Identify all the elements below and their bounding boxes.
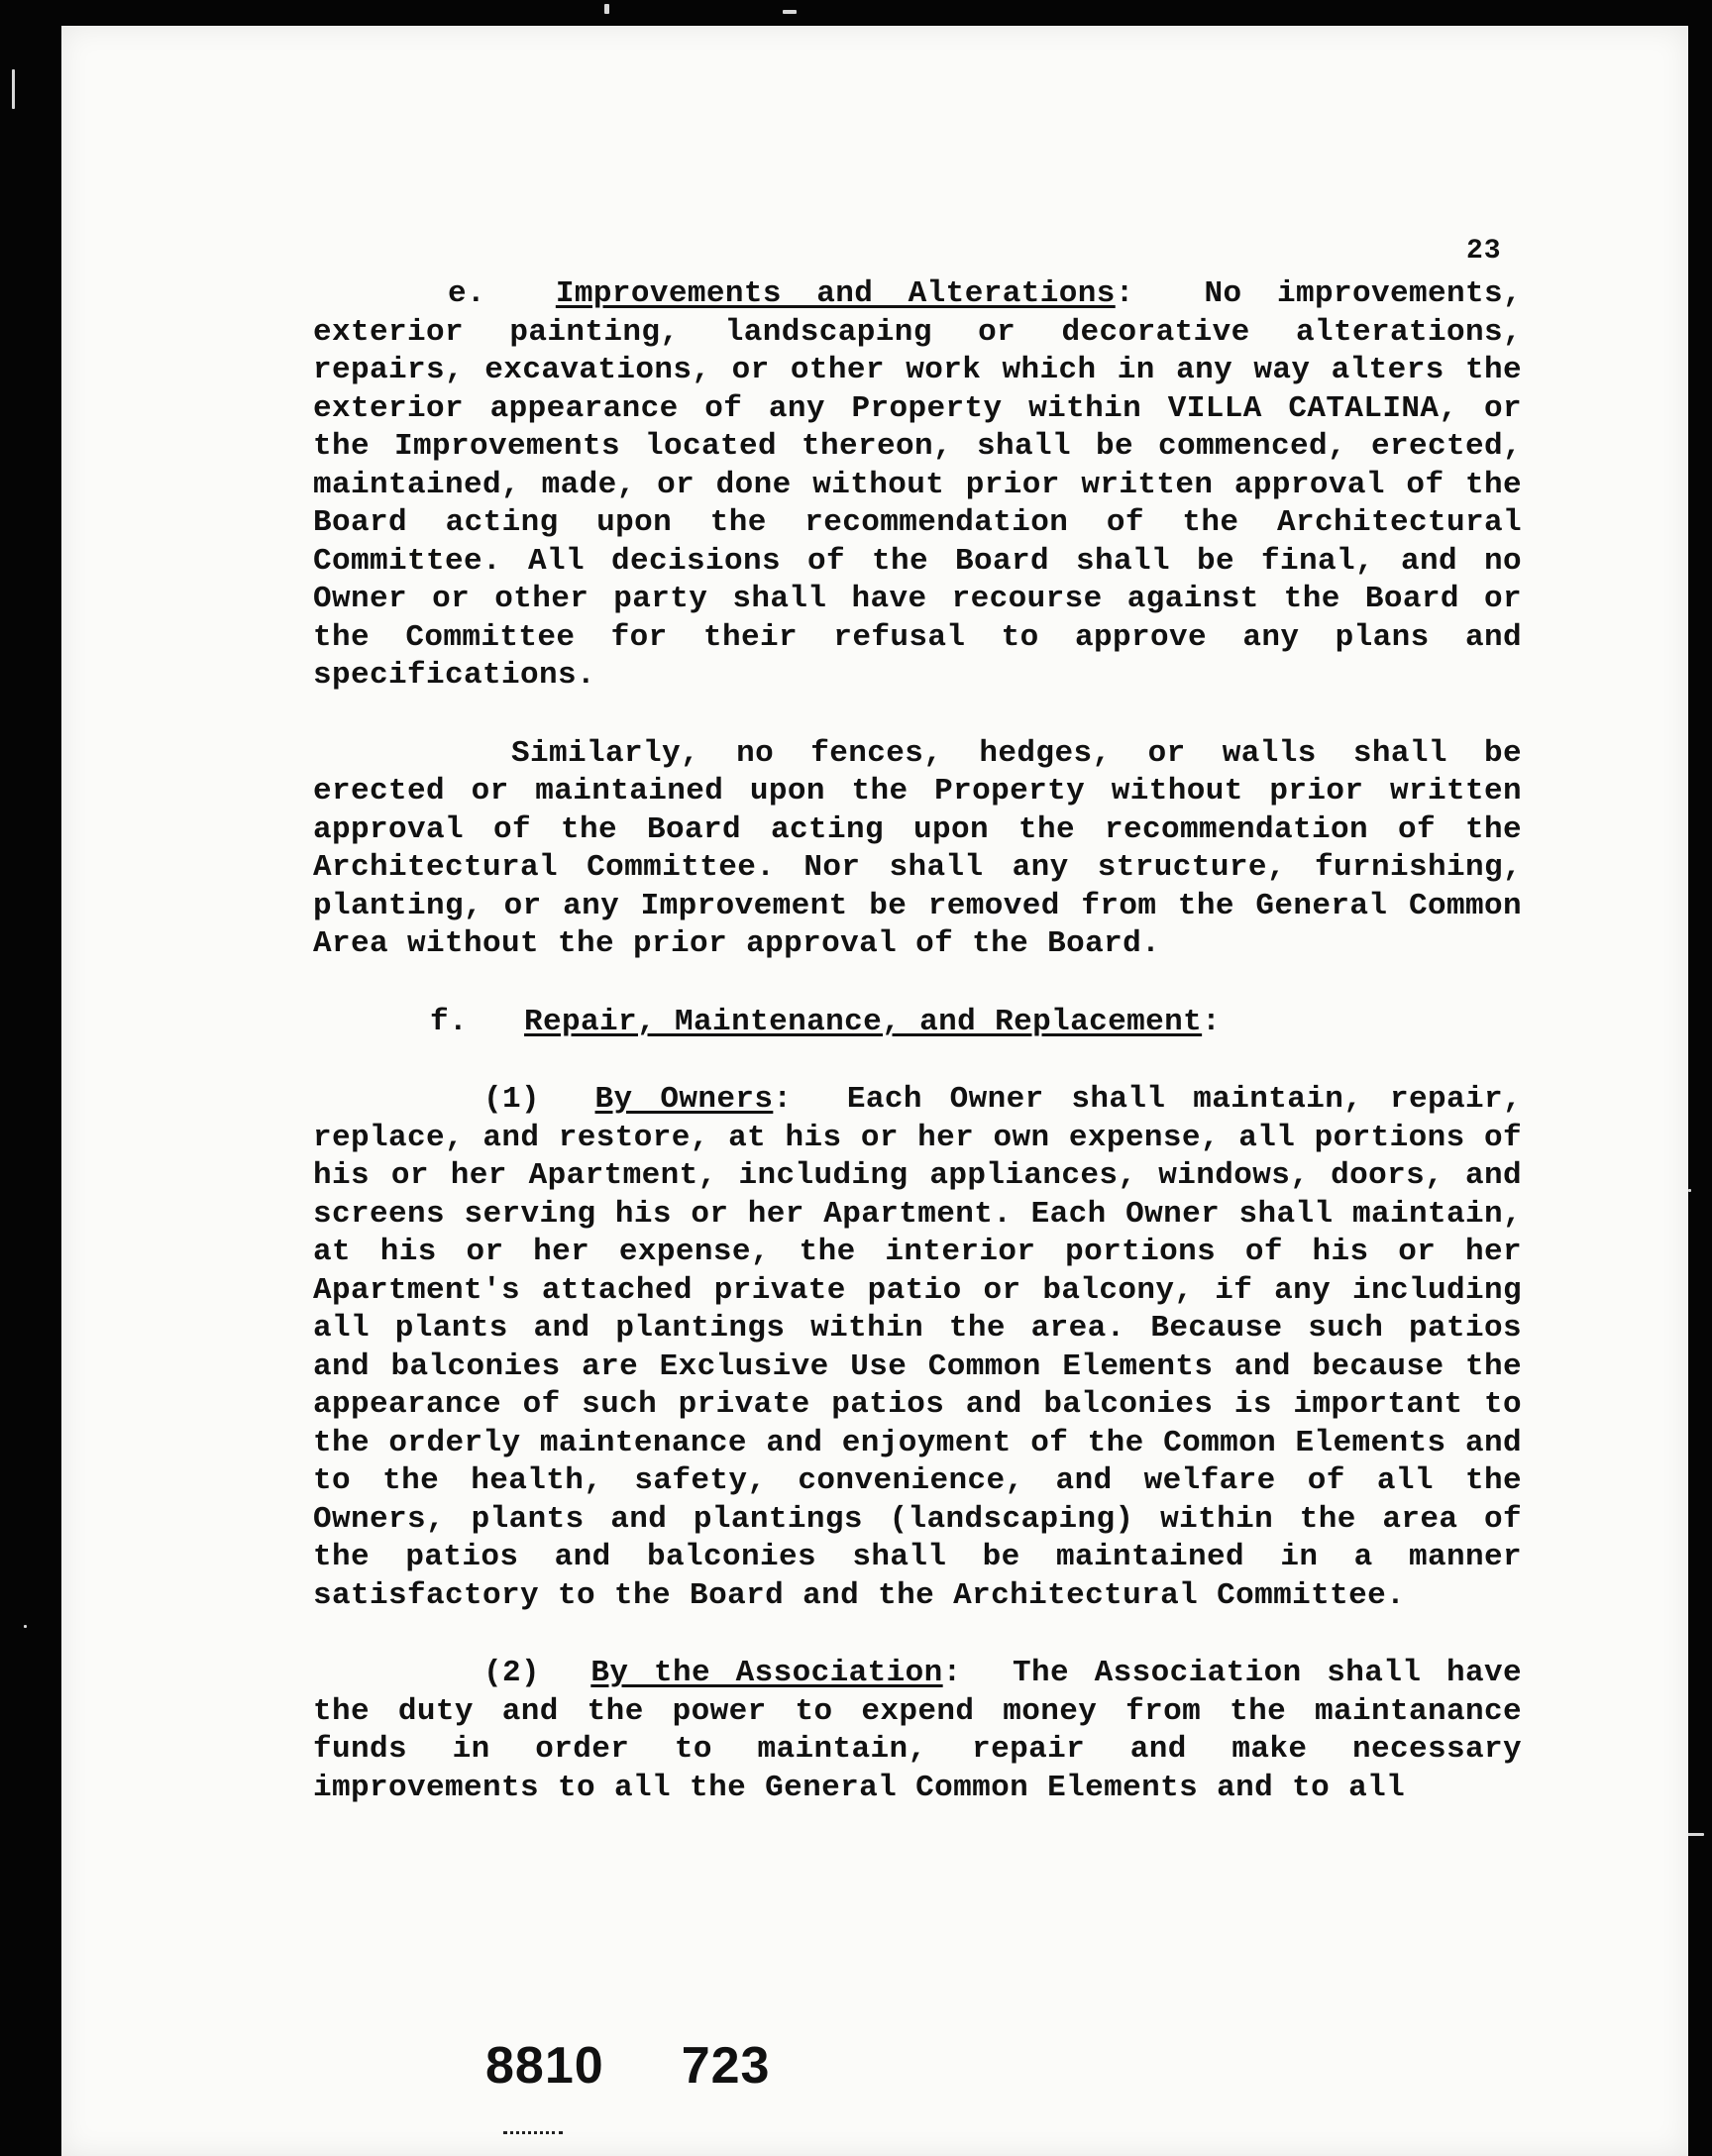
footer-reference-numbers — [485, 2036, 847, 2096]
footer-left-number: 8810 — [485, 2037, 604, 2095]
owners-text: Each Owner shall maintain, repair, replace, and restore, at his or her own expense, all portions of his or her Apartment, including appliances, windows, doors, and screens serving his or her Apartment. Each Owner shall maintain, at his or her expense, the interior portions of his or her Apartment's attached private patio or balcony, if any including all plants and plantings within the area. Because such patios and balconies are Exclusive Use Common Elements and because the appearance of such private patios and balconies is important to the orderly maintenance and enjoyment of the Common Elements and to the health, safety, convenience, and welfare of all the Owners, plants and plantings (landscaping) within the area of the patios and balconies shall be maintained in a manner satisfactory to the Board and the Architectural Committee. — [313, 1082, 1523, 1613]
section-e-title: Improvements and Alterations — [555, 276, 1116, 311]
document-body — [313, 275, 1522, 1807]
association-title: By the Association — [590, 1656, 943, 1690]
association-label: (2) — [483, 1656, 541, 1690]
scan-speck — [604, 4, 609, 14]
scan-speck — [12, 69, 15, 109]
footer-dots — [503, 2128, 563, 2134]
section-f-association-paragraph: (2) By the Association: The Association shall have the duty and the power to expend money from the maintanance funds in order to maintain, repair and make necessary improvements to all the General Common Elements and to all — [313, 1656, 1522, 1805]
section-f-heading: f. Repair, Maintenance, and Replacement: — [430, 1004, 1222, 1039]
section-e-text: No improvements, exterior painting, landscaping or decorative alterations, repairs, excavations, or other work which in any way alters the exterior appearance of any Property within VILLA CATALINA, or the Improvements located thereon, shall be commenced, erected, maintained, made, or done without prior written approval of the Board acting upon the recommendation of the Architectural Committee. All decisions of the Board shall be final, and no Owner or other party shall have recourse against the Board or the Committee for their refusal to approve any plans and specifications. — [313, 276, 1522, 693]
owners-label: (1) — [483, 1082, 541, 1117]
scan-speck — [783, 10, 797, 14]
section-e-label: e. — [448, 276, 486, 311]
owners-title: By Owners — [594, 1082, 774, 1117]
page-number: 23 — [1466, 236, 1502, 267]
section-f-owners-paragraph: (1) By Owners: Each Owner shall maintain, repair, replace, and restore, at his or her own expense, all portions of his or her Apartment, including appliances, windows, doors, and screens serving his or her Apartment. Each Owner shall maintain, at his or her expense, the interior portions of his or her Apartment's attached private patio or balcony, if any including all plants and plantings within the area. Because such patios and balconies are Exclusive Use Common Elements and because the appearance of such private patios and balconies is important to the orderly maintenance and enjoyment of the Common Elements and to the health, safety, convenience, and welfare of all the Owners, plants and plantings (landscaping) within the area of the patios and balconies shall be maintained in a manner satisfactory to the Board and the Architectural Committee. — [313, 1082, 1523, 1613]
scan-speck — [1688, 1189, 1691, 1192]
association-text: The Association shall have the duty and the power to expend money from the maintanance funds in order to maintain, repair and make necessary improvements to all the General Common Elements and to all — [313, 1656, 1522, 1805]
section-e-second-paragraph: Similarly, no fences, hedges, or walls shall be erected or maintained upon the Property without prior written approval of the Board acting upon the recommendation of the Architectural Committee. Nor shall any structure, furnishing, planting, or any Improvement be removed from the General Common Area without the prior approval of the Board. — [313, 735, 1522, 961]
scan-speck — [24, 1625, 27, 1628]
section-e-paragraph: e. Improvements and Alterations: No improvements, exterior painting, landscaping or decorative alterations, repairs, excavations, or other work which in any way alters the exterior appearance of any Property within VILLA CATALINA, or the Improvements located thereon, shall be commenced, erected, maintained, made, or done without prior written approval of the Board acting upon the recommendation of the Architectural Committee. All decisions of the Board shall be final, and no Owner or other party shall have recourse against the Board or the Committee for their refusal to approve any plans and specifications. — [313, 276, 1522, 693]
section-f-label: f. — [430, 1004, 469, 1039]
footer-right-number: 723 — [681, 2037, 771, 2095]
section-f-title: Repair, Maintenance, and Replacement — [524, 1004, 1203, 1039]
